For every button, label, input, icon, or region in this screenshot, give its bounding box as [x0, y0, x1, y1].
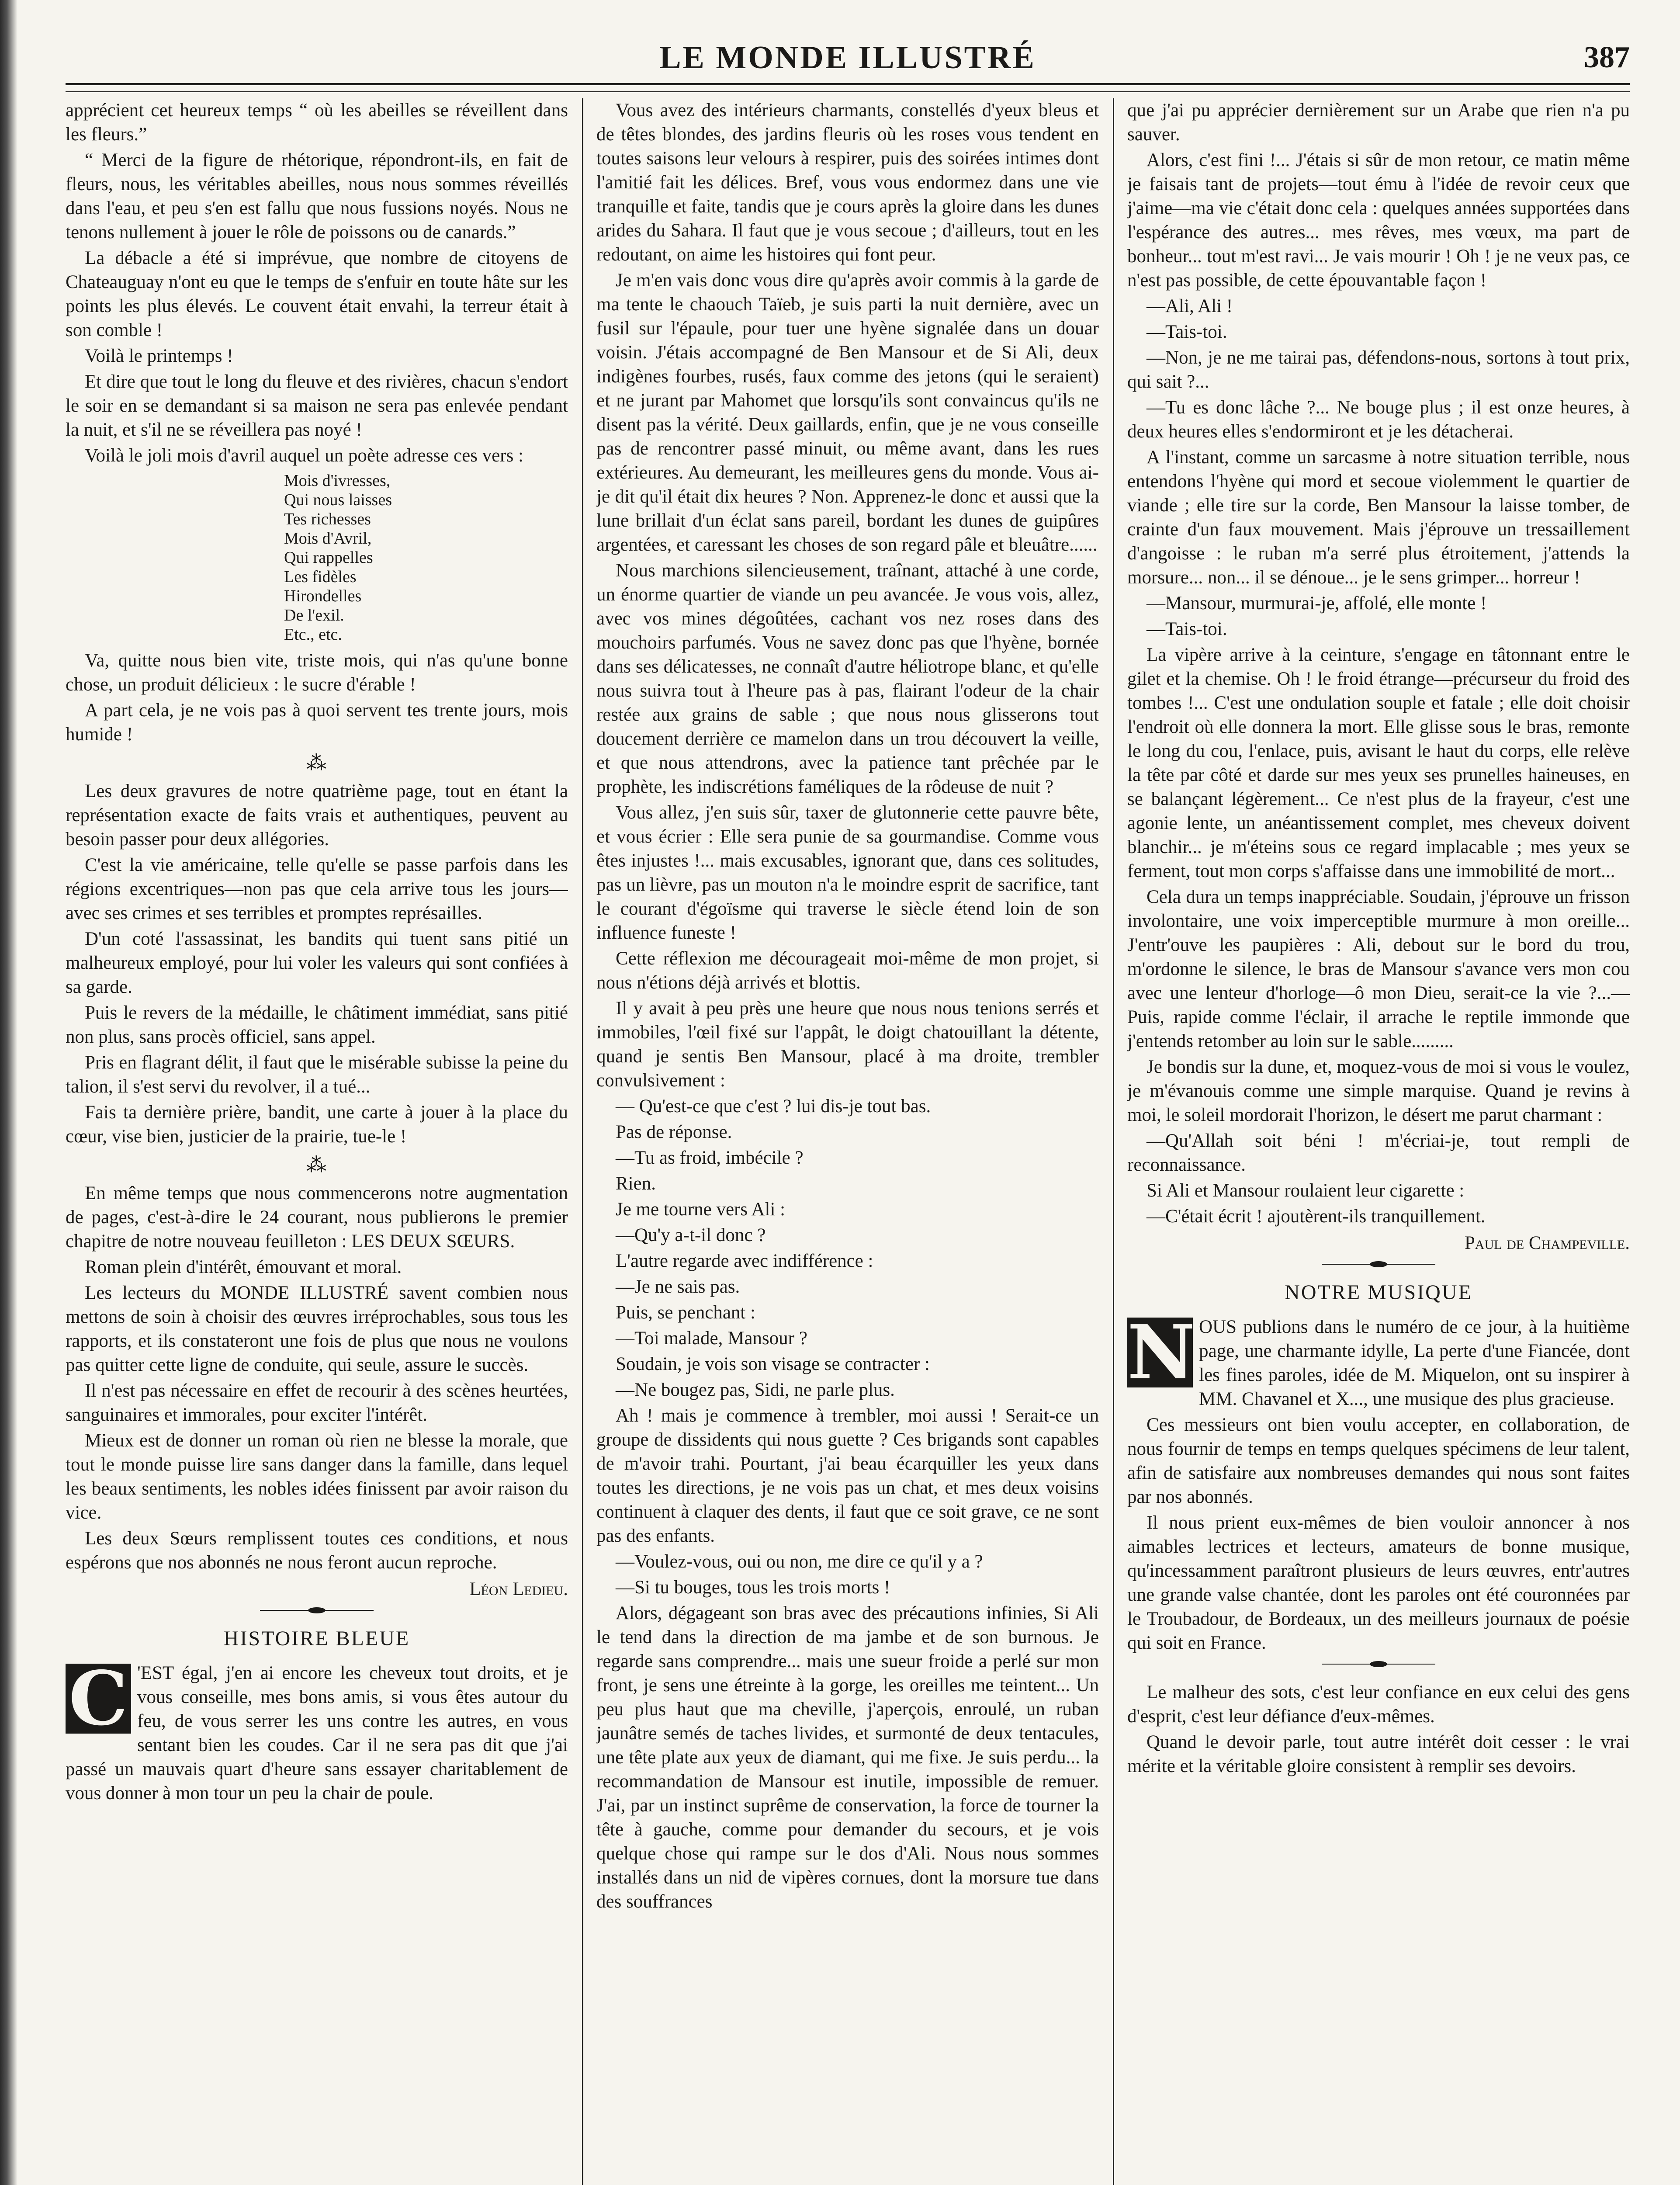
poem-line: Qui rappelles [284, 548, 373, 567]
paragraph: Il y avait à peu près une heure que nous nous tenions serrés et immobiles, l'œil fixé sur l'appât, le doigt chatouillant la détente, quand je sentis Ben Mansour, placé à ma droite, trembler convulsivement : [596, 998, 1099, 1091]
poem-line: De l'exil. [284, 606, 344, 624]
paragraph-text: 'EST égal, j'en ai encore les cheveux tout droits, et je vous conseille, mes bons amis, si vous êtes autour du feu, de vous serrer les uns contre les autres, en vous sentant bien les coudes. Car il ne sera pas dit que j'ai passé un mauvais quart d'heure sans essayer charitablement de vous donner à mon tour un peu la chair de poule. [66, 1663, 568, 1803]
dialogue-line: —Ali, Ali ! [1147, 296, 1233, 316]
dialogue-line: —C'était écrit ! ajoutèrent-ils tranquillement. [1147, 1206, 1486, 1227]
dialogue-line: —Si tu bouges, tous les trois morts ! [616, 1577, 890, 1598]
paragraph: A l'instant, comme un sarcasme à notre situation terrible, nous entendons l'hyène qui mord et secoue violemment le quartier de viande ; elle tire sur la corde, Ben Mansour la laisse tomber, de crainte d'un faux mouvement. Mais j'éprouve un tressaillement d'angoisse : le ruban m'a serré plus étroitement, j'attends la morsure... non... il se dénoue... je le sens grimper... horreur ! [1127, 447, 1630, 588]
dialogue-line: —Voulez-vous, oui ou non, me dire ce qu'il y a ? [616, 1551, 983, 1572]
paragraph: Cette réflexion me décourageait moi-même de mon projet, si nous n'étions déjà arrivés et blottis. [596, 948, 1099, 993]
header-rule [66, 83, 1630, 92]
paragraph: Va, quitte nous bien vite, triste mois, qui n'as qu'une bonne chose, un produit délicieux : le sucre d'érable ! [66, 650, 568, 695]
poem-line: Les fidèles [284, 568, 357, 586]
dialogue-line: —Qu'y a-t-il donc ? [616, 1225, 766, 1245]
column-1 [66, 98, 568, 2185]
paragraph: Mieux est de donner un roman où rien ne blesse la morale, que tout le monde puisse lire sans danger dans la famille, dans lequel les beaux sentiments, les nobles idées finissent par avoir raison du vice. [66, 1430, 568, 1523]
poem-line: Tes richesses [284, 510, 371, 528]
page-number: 387 [1584, 41, 1630, 74]
paragraph: Fais ta dernière prière, bandit, une carte à jouer à la place du cœur, vise bien, justicier de la prairie, tue-le ! [66, 1102, 568, 1147]
section-heading: NOTRE MUSIQUE [1285, 1281, 1472, 1304]
ornament-divider [1322, 1664, 1435, 1669]
paragraph: Ah ! mais je commence à trembler, moi aussi ! Serait-ce un groupe de dissidents qui nous guette ? Ces brigands sont capables de m'avoir trahi. Pourtant, j'ai beau écarquiller les yeux dans toutes les directions, je ne vois pas un chat, et mes deux voisins continuent à claquer des dents, il faut que ce soit grave, ce ne sont pas des enfants. [596, 1405, 1099, 1546]
dialogue-line: —Je ne sais pas. [616, 1276, 740, 1297]
dialogue-line: —Qu'Allah soit béni ! m'écriai-je, tout rempli de reconnaissance. [1127, 1131, 1630, 1175]
paragraph: Les deux Sœurs remplissent toutes ces conditions, et nous espérons que nos abonnés ne nous feront aucun reproche. [66, 1528, 568, 1573]
paragraph: Les deux gravures de notre quatrième page, tout en étant la représentation exacte de faits vrais et authentiques, peuvent au besoin passer pour deux allégories. [66, 781, 568, 850]
author-signature: Léon Ledieu. [469, 1579, 568, 1599]
paragraph: Roman plein d'intérêt, émouvant et moral. [85, 1257, 402, 1277]
poem-line: Mois d'ivresses, [284, 472, 391, 490]
paragraph [66, 1655, 568, 1805]
author-signature: Paul de Champeville. [1464, 1233, 1630, 1253]
masthead [66, 39, 1630, 79]
ornament-divider [1322, 1264, 1435, 1269]
dialogue-line: —Ne bougez pas, Sidi, ne parle plus. [616, 1380, 895, 1400]
poem-line: Qui nous laisses [284, 491, 392, 509]
asterism-separator: ⁂ [306, 1154, 327, 1176]
section-heading: HISTOIRE BLEUE [223, 1627, 410, 1650]
drop-cap: C [66, 1664, 131, 1734]
dialogue-line: L'autre regarde avec indifférence : [616, 1251, 873, 1271]
drop-cap: N [1127, 1309, 1195, 1396]
dialogue-line: Rien. [616, 1173, 656, 1194]
paragraph: Alors, dégageant son bras avec des précautions infinies, Si Ali le tend dans la direction de ma jambe et de son burnous. Je regarde sans comprendre... mais une sueur froide a perlé sur mon front, je sens une étreinte à la gorge, les oreilles me teintent... Un peu plus haut que ma cheville, j'aperçois, enroulé, un ruban jaunâtre semés de taches livides, et surmonté de deux tentacules, une tête plate aux yeux de diamant, qui me fixe. Je suis perdu... la recommandation de Mansour est inutile, impossible de remuer. J'ai, par un instinct suprême de conservation, la force de tourner la tête à gauche, comme pour demander du secours, et je vois quelque chose qui rampe sur le dos d'Ali. Nous nous sommes installés dans un nid de vipères cornues, dont la morsure tue dans des souffrances [596, 1603, 1099, 1912]
asterism-separator: ⁂ [306, 752, 327, 774]
dialogue-line: Soudain, je vois son visage se contracter : [616, 1354, 930, 1374]
dialogue-line: Puis, se penchant : [616, 1302, 756, 1323]
dialogue-line: —Tu as froid, imbécile ? [616, 1148, 804, 1168]
paragraph: Alors, c'est fini !... J'étais si sûr de mon retour, ce matin même je faisais tant de projets—tout ému à l'idée de revoir ceux que j'aime—ma vie c'était donc cela : quelques années supportées dans l'espérance des autres... mes rêves, mes vœux, ma part de bonheur... tout m'est ravi... Je vais mourir ! Oh ! je ne veux pas, ce n'est pas possible, de cette épouvantable façon ! [1127, 150, 1630, 291]
paragraph: Quand le devoir parle, tout autre intérêt doit cesser : le vrai mérite et la véritable gloire consistent à remplir ses devoirs. [1127, 1732, 1630, 1776]
poem-line: Mois d'Avril, [284, 529, 372, 548]
paragraph: Le malheur des sots, c'est leur confiance en eux celui des gens d'esprit, c'est leur défiance d'eux-mêmes. [1127, 1682, 1630, 1727]
columns [66, 98, 1630, 2185]
dialogue-line: —Non, je ne me tairai pas, défendons-nous, sortons à tout prix, qui sait ?... [1127, 347, 1630, 392]
dialogue-line: — Qu'est-ce que c'est ? lui dis-je tout bas. [616, 1096, 931, 1117]
paragraph: La vipère arrive à la ceinture, s'engage en tâtonnant entre le gilet et la chemise. Oh ! le froid étrange—précurseur du froid des tombes !... C'est une ondulation souple et fatale ; elle doit choisir l'endroit où elle donnera la mort. Elle glisse sous le bras, remonte le long du cou, l'enlace, puis, avisant le haut du corps, elle relève la tête par côté et darde sur mes yeux ses prunelles haineuses, en se balançant légèrement... Ce n'est plus de la frayeur, c'est une agonie lente, un anéantissement complet, mes cheveux doivent blanchir... je m'éteins sous ce regard implacable ; mes yeux se ferment, tout mon corps s'affaisse dans une immobilité de mort... [1127, 645, 1630, 881]
paragraph: En même temps que nous commencerons notre augmentation de pages, c'est-à-dire le 24 courant, nous publierons le premier chapitre de notre nouveau feuilleton : LES DEUX SŒURS. [66, 1183, 568, 1252]
paragraph: Il nous prient eux-mêmes de bien vouloir annoncer à nos aimables lectrices et lecteurs, amateurs de bonne musique, qu'incessamment paraîtront plusieurs de leurs œuvres, entr'autres une grande valse chantée, dont les paroles ont été couronnées par le Troubadour, de Bordeaux, un des meilleurs journaux de poésie qui soit en France. [1127, 1512, 1630, 1653]
dialogue-line: —Toi malade, Mansour ? [616, 1328, 807, 1349]
paragraph: D'un coté l'assassinat, les bandits qui tuent sans pitié un malheureux employé, pour lui voler les valeurs qui sont confiées à sa garde. [66, 929, 568, 997]
paragraph: Cela dura un temps inappréciable. Soudain, j'éprouve un frisson involontaire, une voix imperceptible murmure à mon oreille... J'entr'ouve les paupières : Ali, debout sur le bord du trou, m'ordonne le silence, le bras de Mansour s'avance vers mon cou avec une lenteur d'horloge—ô mon Dieu, serait-ce la vie ?...— Puis, rapide comme l'éclair, il arrache le reptile immonde que j'entends retomber au loin sur le sable......... [1127, 887, 1630, 1051]
paragraph: Si Ali et Mansour roulaient leur cigarette : [1147, 1180, 1465, 1201]
dialogue-line: —Tais-toi. [1147, 619, 1227, 639]
paragraph: Vous allez, j'en suis sûr, taxer de glutonnerie cette pauvre bête, et vous écrier : Elle sera punie de sa gourmandise. Comme vous êtes injustes !... mais excusables, ignorant que, dans ces solitudes, pas un lièvre, pas un mouton n'a le moindre esprit de sacrifice, tant le courant d'égoïsme qui traverse le siècle étend loin de son influence funeste ! [596, 802, 1099, 943]
paragraph: apprécient cet heureux temps “ où les abeilles se réveillent dans les fleurs.” [66, 100, 568, 145]
dialogue-line: Je me tourne vers Ali : [616, 1199, 786, 1220]
paragraph: Nous marchions silencieusement, traînant, attaché à une corde, un énorme quartier de viande un peu avancée. Je vous vois, allez, avec vos mines dégoûtées, cachant vos nez roses dans des mouchoirs parfumés. Vous ne savez donc pas que l'hyène, bornée dans ses délicatesses, ne connaît d'autre héliotrope blanc, et qu'elle nous suivra tout à l'heure pas à pas, flairant l'odeur de la chair restée aux grains de sable ; que nous nous glisserons tout doucement derrière ce mamelon dans un trou découvert la veille, et que nous attendrons, avec la patience tant prêchée par le prophète, les indiscrétions faméliques de la rôdeuse de nuit ? [596, 560, 1099, 797]
paragraph: Je m'en vais donc vous dire qu'après avoir commis à la garde de ma tente le chaouch Taïeb, je suis parti la nuit dernière, avec un fusil sur l'épaule, pour tuer une hyène signalée dans un douar voisin. J'étais accompagné de Ben Mansour et de Si Ali, deux indigènes fourbes, rusés, faux comme des jetons (qui le seraient) et ne jurant par Mahomet que lorsqu'ils sont convaincus qu'ils ne disent pas la vérité. Deux gaillards, enfin, que je ne vous conseille pas de rencontrer passé minuit, ou même avant, dans les rues extérieures. Au demeurant, les meilleures gens du monde. Vous ai-je dit qu'il était dix heures ? Non. Apprenez-le donc et aussi que la lune brillait d'un éclat sans pareil, bordant les dunes de guipûres argentées, et caressant les choses de son regard pâle et bleuâtre...... [596, 270, 1099, 555]
paragraph: Puis le revers de la médaille, le châtiment immédiat, sans pitié non plus, sans procès officiel, sans appel. [66, 1002, 568, 1047]
column-2 [596, 98, 1099, 2185]
paragraph: “ Merci de la figure de rhétorique, répondront-ils, en fait de fleurs, nous, les véritables abeilles, nous nous sommes réveillés dans l'eau, et peu s'en est fallu que nous fussions noyés. Nous ne tenons nullement à jouer le rôle de poissons ou de canards.” [66, 150, 568, 243]
paragraph: Voilà le printemps ! [85, 346, 233, 366]
poem-line: Etc., etc. [284, 625, 342, 644]
paragraph: La débacle a été si imprévue, que nombre de citoyens de Chateauguay n'ont eu que le temps de s'enfuir en toute hâte sur les points les plus élevés. Le couvent était envahi, la terreur était à son comble ! [66, 248, 568, 340]
poem-line: Hirondelles [284, 587, 362, 605]
dialogue-line: —Mansour, murmurai-je, affolé, elle monte ! [1147, 593, 1487, 614]
page-binding-shadow [0, 0, 17, 2185]
dialogue-line: —Tais-toi. [1147, 322, 1227, 342]
newspaper-title: LE MONDE ILLUSTRÉ [659, 40, 1036, 76]
poem [284, 471, 568, 644]
column-3 [1127, 98, 1630, 2185]
paragraph: Et dire que tout le long du fleuve et des rivières, chacun s'endort le soir en se demandant si sa maison ne sera pas enlevée pendant la nuit, et s'il ne se réveillera pas noyé ! [66, 371, 568, 440]
paragraph: Les lecteurs du MONDE ILLUSTRÉ savent combien nous mettons de soin à choisir des œuvres irréprochables, sous tous les rapports, et ils constateront une fois de plus que nous ne voulons pas quitter cette ligne de conduite, qui seule, assure le succès. [66, 1283, 568, 1375]
paragraph: Vous avez des intérieurs charmants, constellés d'yeux bleus et de têtes blondes, des jardins fleuris où les roses vous tendent en toutes saisons leur velours à respirer, puis des soirées intimes dont l'amitié fait les délices. Bref, vous vous endormez dans une vie tranquille et faite, tandis que je cours après la gloire dans les dunes arides du Sahara. Il faut que je vous secoue ; d'ailleurs, tout en les redoutant, on aime les histoires qui font peur. [596, 100, 1099, 265]
paragraph [1127, 1309, 1630, 1411]
paragraph: Il n'est pas nécessaire en effet de recourir à des scènes heurtées, sanguinaires et immorales, pour exciter l'intérêt. [66, 1380, 568, 1425]
paragraph-text: OUS publions dans le numéro de ce jour, à la huitième page, une charmante idylle, La perte d'une Fiancée, dont les fines paroles, idée de M. Miquelon, ont su inspirer à MM. Chavanel et X..., une musique des plus gracieuse. [1199, 1317, 1630, 1409]
paragraph: Pris en flagrant délit, il faut que le misérable subisse la peine du talion, il s'est servi du revolver, il a tué... [66, 1052, 568, 1097]
ornament-divider [260, 1610, 374, 1615]
paragraph: Voilà le joli mois d'avril auquel un poète adresse ces vers : [85, 445, 524, 466]
dialogue-line: —Tu es donc lâche ?... Ne bouge plus ; il est onze heures, à deux heures elles s'endormiront et je les détacherai. [1127, 397, 1630, 442]
dialogue-line: Pas de réponse. [616, 1122, 732, 1142]
paragraph: C'est la vie américaine, telle qu'elle se passe parfois dans les régions excentriques—non pas que cela arrive tous les jours—avec ses crimes et ses terribles et promptes représailles. [66, 855, 568, 923]
paragraph: que j'ai pu apprécier dernièrement sur un Arabe que rien n'a pu sauver. [1127, 100, 1630, 145]
paragraph: A part cela, je ne vois pas à quoi servent tes trente jours, mois humide ! [66, 700, 568, 745]
paragraph: Je bondis sur la dune, et, moquez-vous de moi si vous le voulez, je m'évanouis comme une simple marquise. Quand je revins à moi, le soleil mordorait l'horizon, le désert me parut charmant : [1127, 1057, 1630, 1125]
paragraph: Ces messieurs ont bien voulu accepter, en collaboration, de nous fournir de temps en temps quelques spécimens de leur talent, afin de satisfaire aux nombreuses demandes qui nous sont faites par nos abonnés. [1127, 1415, 1630, 1507]
